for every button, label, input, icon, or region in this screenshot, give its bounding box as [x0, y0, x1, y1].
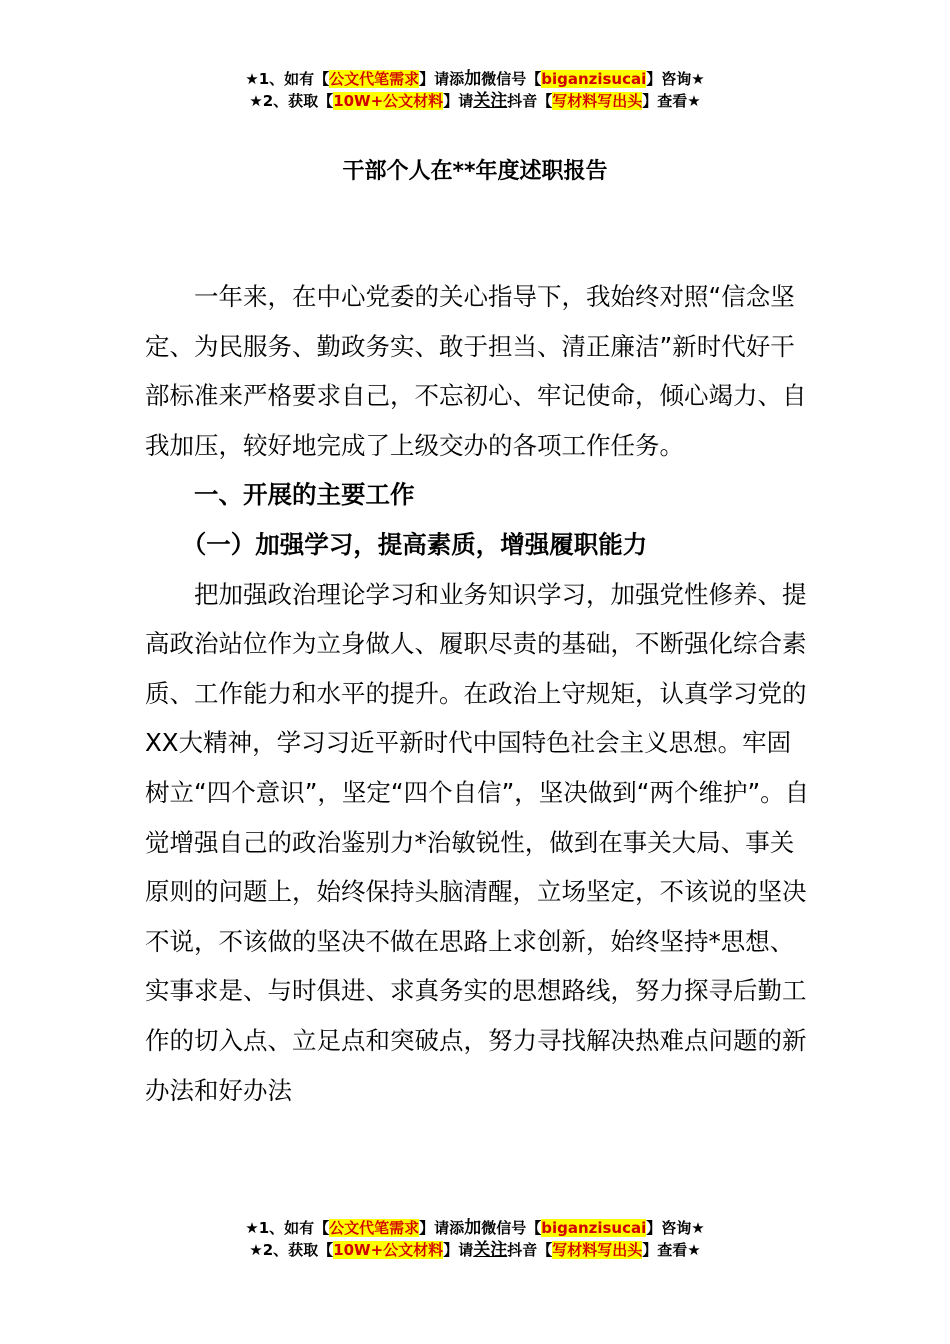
promo-text: 】请 — [443, 92, 474, 110]
promo-highlight: 公文代笔需求 — [329, 1219, 420, 1237]
promo-highlight: 写材料写出头 — [552, 92, 643, 110]
promo-text: 抖音【 — [507, 1241, 553, 1259]
top-promo-banner — [0, 68, 950, 112]
promo-line-1 — [0, 68, 950, 90]
document-body — [145, 272, 815, 1115]
section-heading: 一、开展的主要工作 — [194, 480, 415, 510]
promo-text: 】请添 — [419, 1219, 465, 1237]
intro-paragraph: 一年来，在中心党委的关心指导下，我始终对照“信念坚定、为民服务、勤政务实、敢于担当、清正廉洁”新时代好干部标准来严格要求自己，不忘初心、牢记使命，倾心竭力、自我加压，较好地完成了上级交办的各项工作任务。 — [145, 282, 807, 460]
subsection-heading: （一）加强学习，提高素质，增强履职能力 — [181, 529, 648, 559]
bottom-promo-banner — [0, 1217, 950, 1261]
promo-line-2 — [0, 90, 950, 112]
promo-highlight: 公文代笔需求 — [329, 70, 420, 88]
promo-text: 抖音【 — [507, 92, 553, 110]
promo-line-2 — [0, 1239, 950, 1261]
body-paragraph: 把加强政治理论学习和业务知识学习，加强党性修养、提高政治站位作为立身做人、履职尽责的基础，不断强化综合素质、工作能力和水平的提升。在政治上守规矩，认真学习党的XX大精神，学习习近平新时代中国特色社会主义思想。牢固树立“四个意识”，坚定“四个自信”，坚决做到“两个维护”。自觉增强自己的政治鉴别力*治敏锐性，做到在事关大局、事关原则的问题上，始终保持头脑清醒，立场坚定，不该说的坚决不说，不该做的坚决不做在思路上求创新，始终坚持*思想、实事求是、与时俱进、求真务实的思想路线，努力探寻后勤工作的切入点、立足点和突破点，努力寻找解决热难点问题的新办法和好办法 — [145, 579, 810, 1105]
promo-text: 加 — [464, 69, 482, 89]
promo-text: ★1、如有【 — [245, 1219, 330, 1237]
promo-text: 关注 — [473, 1240, 508, 1260]
promo-highlight: 写材料写出头 — [552, 1241, 643, 1259]
promo-text: 】咨询★ — [646, 1219, 705, 1237]
promo-text: 微信号【 — [481, 1219, 542, 1237]
promo-text: 关注 — [473, 91, 508, 111]
promo-text: ★2、获取【 — [249, 92, 334, 110]
promo-text: 】查看★ — [642, 92, 701, 110]
promo-text: 微信号【 — [481, 70, 542, 88]
promo-text: 】请添 — [419, 70, 465, 88]
promo-highlight: biganzisucai — [541, 70, 647, 88]
promo-highlight: 10W+公文材料 — [333, 92, 444, 110]
promo-text: ★1、如有【 — [245, 70, 330, 88]
promo-text: ★2、获取【 — [249, 1241, 334, 1259]
promo-text: 】查看★ — [642, 1241, 701, 1259]
promo-line-1 — [0, 1217, 950, 1239]
document-title: 干部个人在**年度述职报告 — [342, 159, 608, 184]
promo-text: 加 — [464, 1218, 482, 1238]
promo-text: 】请 — [443, 1241, 474, 1259]
promo-text: 】咨询★ — [646, 70, 705, 88]
promo-highlight: biganzisucai — [541, 1219, 647, 1237]
promo-highlight: 10W+公文材料 — [333, 1241, 444, 1259]
